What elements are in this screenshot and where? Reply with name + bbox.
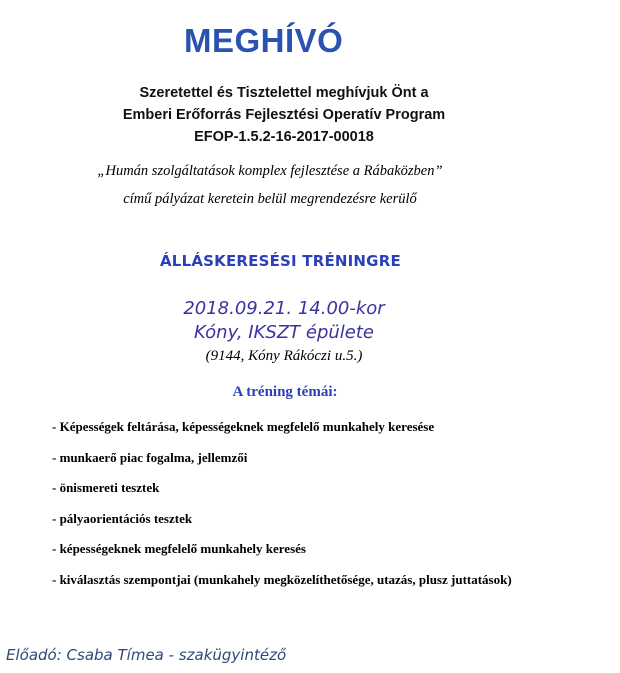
event-location: Kóny, IKSZT épülete: [194, 322, 374, 343]
event-datetime: 2018.09.21. 14.00-kor: [183, 298, 385, 319]
list-item: - képességeknek megfelelő munkahely keresés: [52, 541, 306, 556]
project-name: „Humán szolgáltatások komplex fejlesztése a Rábaközben”: [97, 163, 443, 179]
list-item: - kiválasztás szempontjai (munkahely megközelíthetősége, utazás, plusz juttatások): [52, 571, 512, 587]
list-item: - munkaerő piac fogalma, jellemzői: [52, 449, 248, 465]
intro-line-2: Emberi Erőforrás Fejlesztési Operatív Program: [122, 107, 446, 123]
list-item: - Képességek feltárása, képességeknek megfelelő munkahely keresése: [52, 419, 435, 434]
program-code: EFOP-1.5.2-16-2017-00018: [194, 129, 374, 145]
page-title: MEGHÍVÓ: [184, 22, 344, 59]
topics-title: A tréning témái:: [232, 384, 338, 400]
project-block: [60, 160, 480, 210]
list-item: - pályaorientációs tesztek: [52, 510, 193, 526]
project-subtitle: című pályázat keretein belül megrendezésre kerülő: [123, 191, 417, 207]
event-address: (9144, Kóny Rákóczi u.5.): [205, 348, 363, 364]
list-item: - önismereti tesztek: [52, 480, 160, 495]
speaker-credit: Előadó: Csaba Tímea - szakügyintéző: [6, 646, 287, 664]
topics-list: [52, 416, 512, 599]
intro-line-1: Szeretettel és Tisztelettel meghívjuk Önt a: [139, 85, 429, 101]
training-title: ÁLLÁSKERESÉSI TRÉNINGRE: [160, 252, 401, 270]
invitation-intro: [100, 82, 468, 148]
